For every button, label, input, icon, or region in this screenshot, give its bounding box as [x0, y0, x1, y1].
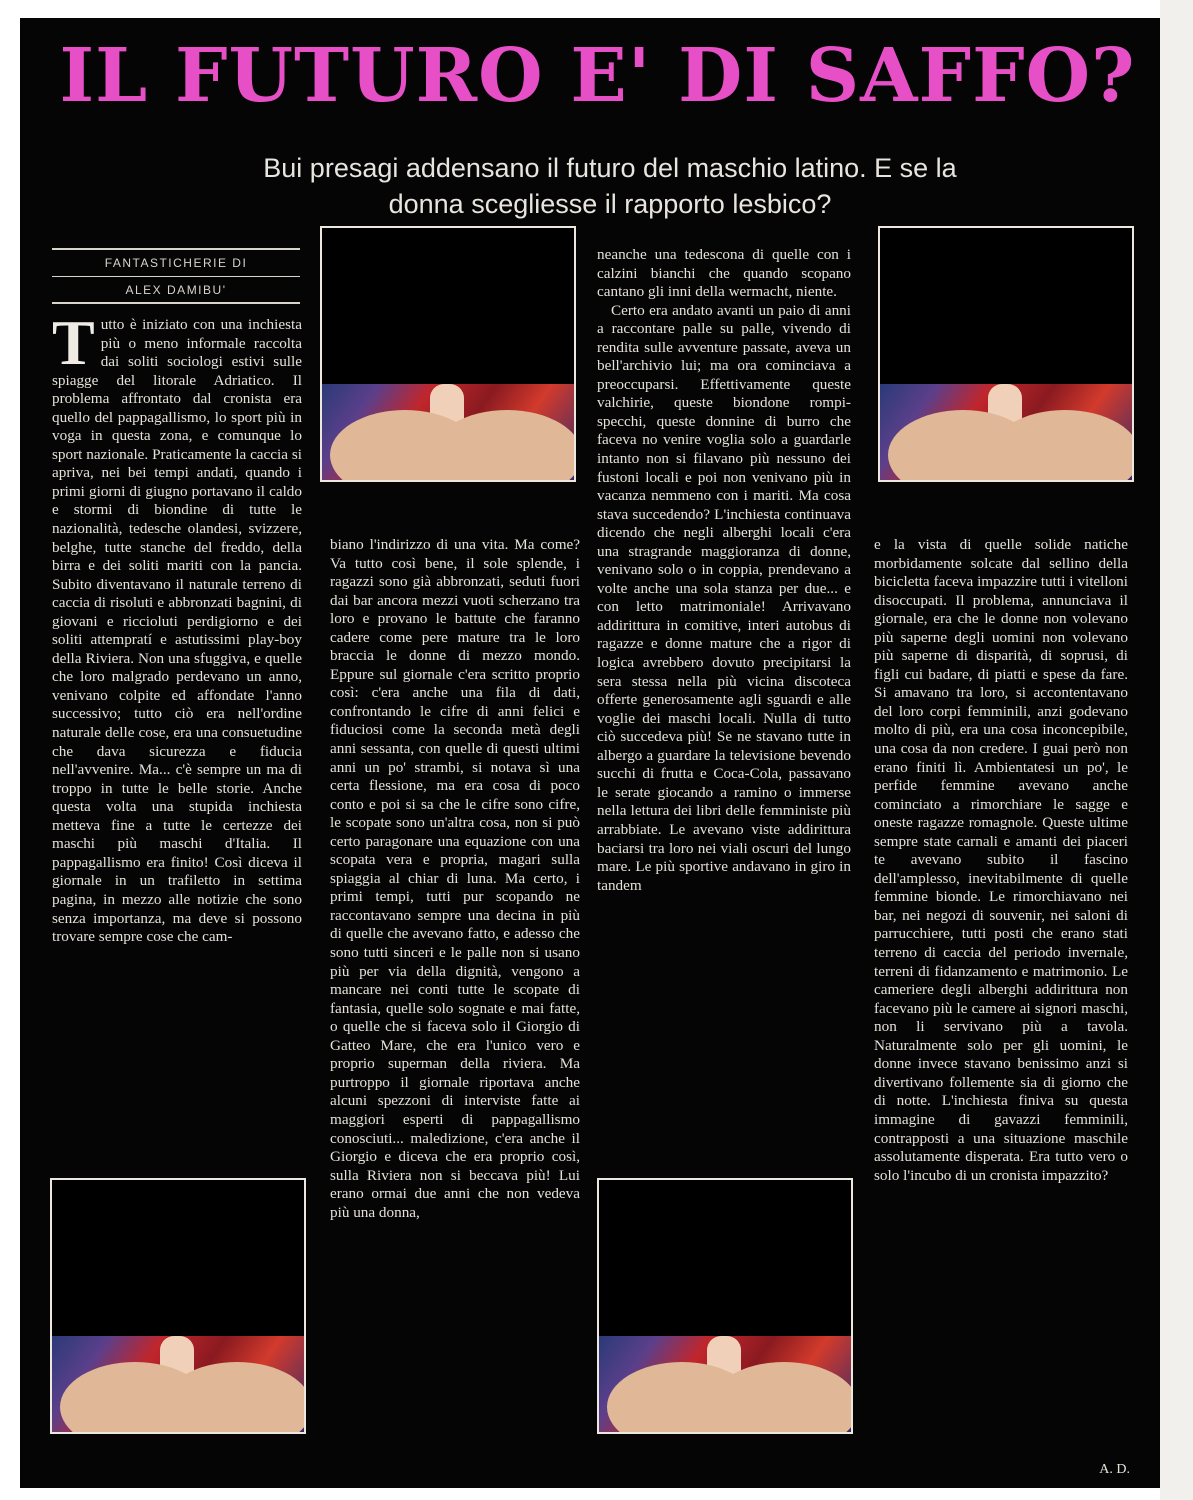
- subtitle: Bui presagi addensano il futuro del maschio latino. E se la donna scegliesse il rapporto lesbico?: [263, 153, 957, 219]
- article-column-2: [330, 536, 580, 1466]
- column-1-text: utto è iniziato con una inchiesta più o meno informale raccolta dai soliti sociologi estivi sulle spiagge del litorale Adriatico. Il problema affrontato dal cronista era quello del pappagallismo, lo sport più in voga in questa zona, e comunque lo sport nazionale. Praticamente la caccia si apriva, nei bei tempi andati, quando i primi giorni di giugno portavano il caldo e stormi di biondine di tutte le nazionalità, tedesche olandesi, svizzere, belghe, tutte stanche del freddo, della birra e dei soliti mariti con la pancia. Subito diventavano il naturale terreno di caccia di risoluti e abbronzati bagnini, di giovani e riccioluti perdigiorno e dei soliti attempratí e astutissimi play-boy della Riviera. Non una sfuggiva, e quelle che loro malgrado perdevano un anno, venivano colpite ed affondate l'anno successivo; tutto ciò era nell'ordine naturale delle cose, era una consuetudine che dava sicurezza e fiducia nell'avvenire. Ma... c'è sempre un ma di troppo in tutte le belle storie. Anche questa volta una stupida inchiesta metteva fine a tutte le certezze dei maschi più maschi d'Italia. Il pappagallismo era finito! Così diceva il giornale in un trafiletto in settima pagina, in mezzo alle notizie che sono senza importanza, ma deve si possono trovare sempre cose che cam-: [52, 316, 302, 946]
- article-column-3: [597, 246, 851, 1168]
- column-3-paragraph-2: Certo era andato avanti un paio di anni a raccontare palle su palle, vivendo di rendita sulle avventure passate, aveva un bell'archivio lui; ma ora cominciava a preoccuparsi. Effettivamente queste valchirie, queste biondone rompi-specchi, queste donnine di burro che faceva no venire voglia solo a guardarle intanto non si filavano più nessuno dei fustoni locali e poi non venivano più in vacanza nemmeno con i mariti. Ma cosa stava succedendo? L'inchiesta continuava dicendo che negli alberghi locali c'era una stragrande maggioranza di donne, venivano solo o in coppia, prendevano a volte anche una sola stanza per due... e con letto matrimoniale! Arrivavano addirittura in comitive, interi autobus di ragazze e donne mature che a rigor di logica avrebbero dovuto precipitarsi la sera stessa nella più vicina discoteca offerte generosamente agli sguardi e alle voglie dei maschi locali. Nulla di tutto ciò succedeva più! Se ne stavano tutte in albergo a guardare la televisione bevendo succhi di frutta e Coca-Cola, passavano le serate giocando a ramino o immerse nella lettura dei libri delle femministe più arrabbiate. Le avevano viste addirittura baciarsi tra loro nei viali oscuri del lungo mare. Le più sportive andavano in giro in tandem: [597, 301, 851, 894]
- column-3-paragraph-1: neanche una tedescona di quelle con i calzini bianchi che quando scopano cantano gli inni della wermacht, niente.: [597, 246, 851, 301]
- byline-author: ALEX DAMIBU': [125, 283, 227, 297]
- byline-box: [52, 248, 300, 304]
- article-column-1: [52, 316, 302, 1164]
- byline-line-1: FANTASTICHERIE DI: [52, 250, 300, 277]
- column-2-text: biano l'indirizzo di una vita. Ma come? Va tutto così bene, il sole splende, i ragazzi sono già abbronzati, seduti fuori dai bar ancora mezzi vuoti scherzano tra loro e provano le battute che faranno cadere come pere mature tra le loro braccia le donne di mezzo mondo. Eppure sul giornale c'era scritto proprio così: c'era anche una fila di dati, confrontando le cifre di anni felici e fiduciosi come la seconda metà degli anni sessanta, con quelle di questi ultimi anni un po' strambi, si notava sì una certa flessione, ma era cosa di poco conto e poi si sa che le cifre sono cifre, le scopate sono un'altra cosa, non si può certo paragonare una equazione con una scopata vera e propria, magari sulla spiaggia al chiar di luna. Ma certo, i primi tempi, tutti pur scopando ne raccontavano sempre una decina in più di quelle che avevano fatto, e adesso che sono tutti sinceri e le palle non si usano più per via della dignità, vengono a mancare nei conti tutte le scopate di fantasia, quelle solo sognate e mai fatte, o quelle che si faceva solo il Giorgio di Gatteo Mare, che era l'unico vero e proprio superman della riviera. Ma purtroppo il giornale riportava anche alcuni spezzoni di interviste fatte ai maggiori esperti di pappagallismo conosciuti... maledizione, c'era anche il Giorgio e diceva che era proprio così, sulla Riviera non si beccava più! Lui erano ormai due anni che non vedeva più una donna,: [330, 536, 580, 1221]
- photo-bottom-col3: [597, 1178, 853, 1434]
- article-column-4: [874, 536, 1128, 1456]
- drop-cap: T: [52, 316, 95, 378]
- photo-bottom-col1: [50, 1178, 306, 1434]
- photo-top-col4: [878, 226, 1134, 482]
- author-initials: A. D.: [1099, 1462, 1130, 1477]
- column-4-text: e la vista di quelle solide natiche morbidamente solcate dal sellino della bicicletta faceva impazzire tutti i vitelloni disoccupati. Il problema, annunciava il giornale, era che le donne non volevano più saperne degli uomini non volevano più saperne di disparità, di soprusi, di figli cui badare, di piatti e spese da fare. Si amavano tra loro, si accontentavano del loro corpi femminili, anzi godevano molto di più, era una cosa inconcepibile, una cosa da non credere. I guai però non erano finiti lì. Ambientatesi un po', le perfide femmine avevano anche cominciato a rimorchiare le sagge e oneste ragazze romagnole. Queste ultime sempre state carnali e amanti dei piaceri te avevano subito il fascino dell'amplesso, inevitabilmente di quelle femmine bionde. Le rimorchiavano nei bar, nei negozi di souvenir, nei saloni di parrucchiere, tutti posti che erano stati terreno di caccia del periodo invernale, terreni di fidanzamento e matrimonio. Le cameriere degli alberghi addirittura non facevano più le camere ai signori maschi, non li servivano più a tavola. Naturalmente solo per gli uomini, le donne invece stavano benissimo anzi si divertivano follemente sia di giorno che di notte. L'inchiesta finiva su questa immagine di gavazzi femminili, contrapposti a una situazione maschile assolutamente disperata. Era tutto vero o solo l'incubo di un cronista impazzito?: [874, 536, 1128, 1184]
- headline: IL FUTURO E' DI SAFFO?: [59, 33, 1136, 119]
- photo-top-col2: [320, 226, 576, 482]
- page-edge: [1160, 0, 1193, 1500]
